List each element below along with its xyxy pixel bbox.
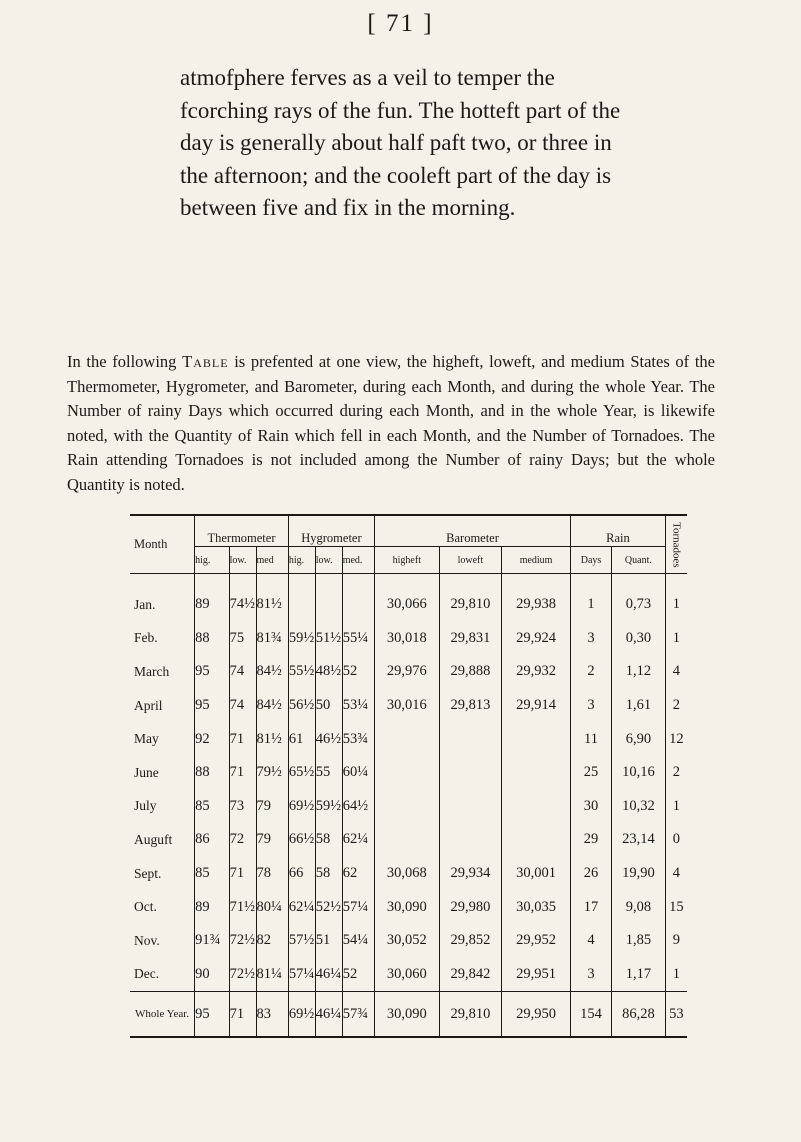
cell-hl: 46¼	[315, 958, 342, 992]
cell-hl: 46¼	[315, 992, 342, 1038]
cell-bm: 29,951	[502, 958, 571, 992]
cell-quant: 9,08	[611, 890, 665, 924]
cell-torn: 1	[672, 797, 681, 814]
cell-hl	[315, 588, 342, 622]
month-header: Month	[130, 515, 195, 574]
month-cell: Sept.	[130, 857, 195, 891]
therm-med-header: med	[256, 547, 288, 574]
cell-tm: 82	[256, 924, 288, 958]
cell-days: 11	[571, 722, 612, 756]
cell-th: 86	[195, 823, 229, 857]
cell-quant: 0,30	[611, 622, 665, 656]
month-cell: Whole Year.	[130, 992, 195, 1038]
cell-hh: 69½	[288, 790, 315, 824]
cell-bl	[439, 823, 501, 857]
cell-th: 95	[195, 992, 229, 1038]
cell-bl: 29,852	[439, 924, 501, 958]
cell-tm: 79½	[256, 756, 288, 790]
cell-th: 85	[195, 857, 229, 891]
cell-tl: 71	[229, 992, 256, 1038]
whole-year-row	[130, 992, 687, 1038]
month-cell: Oct.	[130, 890, 195, 924]
cell-bh	[375, 790, 440, 824]
cell-days: 3	[571, 958, 612, 992]
cell-tm: 81½	[256, 588, 288, 622]
rain-days-header: Days	[571, 547, 612, 574]
cell-quant: 1,85	[611, 924, 665, 958]
cell-hl: 46½	[315, 722, 342, 756]
cell-bh	[375, 756, 440, 790]
cell-hh: 56½	[288, 689, 315, 723]
table-row	[130, 588, 687, 622]
cell-th: 91¾	[195, 924, 229, 958]
cell-bh: 30,090	[375, 992, 440, 1038]
cell-tm: 81¾	[256, 622, 288, 656]
month-cell: Feb.	[130, 622, 195, 656]
paragraph-2-rest: is prefented at one view, the higheft, loweft, and medium States of the Thermometer, Hygrometer, and Barometer, during each Month, and during the whole Year. The Number of rainy Days which occurred during each Month, and in the whole Year, is likewife noted, with the Quantity of Rain which fell in each Month, and the Number of Tornadoes. The Rain attending Tornadoes is not included among the Number of rainy Days; but the whole Quantity is noted.	[67, 352, 715, 494]
cell-torn: 15	[669, 898, 684, 915]
cell-bm: 29,932	[502, 655, 571, 689]
table-sub-header-row	[130, 547, 687, 574]
cell-quant: 6,90	[611, 722, 665, 756]
table-group-header-row	[130, 515, 687, 547]
weather-table-grid	[130, 514, 687, 1038]
cell-hh: 59½	[288, 622, 315, 656]
cell-hh: 62¼	[288, 890, 315, 924]
cell-bh: 30,090	[375, 890, 440, 924]
cell-quant: 10,16	[611, 756, 665, 790]
cell-bm: 29,952	[502, 924, 571, 958]
cell-hh: 57¼	[288, 958, 315, 992]
cell-hm: 62¼	[342, 823, 374, 857]
cell-tm: 79	[256, 823, 288, 857]
cell-tm: 81¼	[256, 958, 288, 992]
cell-hm: 57¾	[342, 992, 374, 1038]
cell-torn: 53	[665, 992, 687, 1038]
rain-header: Rain	[571, 515, 666, 547]
cell-bm	[502, 756, 571, 790]
cell-th: 88	[195, 756, 229, 790]
cell-bl: 29,810	[439, 992, 501, 1038]
cell-hm: 52	[342, 958, 374, 992]
cell-bm: 29,924	[502, 622, 571, 656]
cell-tm: 81½	[256, 722, 288, 756]
cell-quant: 10,32	[611, 790, 665, 824]
cell-hl: 50	[315, 689, 342, 723]
cell-tl: 72	[229, 823, 256, 857]
cell-days: 3	[571, 622, 612, 656]
weather-table	[130, 514, 687, 1034]
cell-hl: 48½	[315, 655, 342, 689]
baro-high-header: higheft	[375, 547, 440, 574]
cell-bh: 30,016	[375, 689, 440, 723]
cell-hm: 53¾	[342, 722, 374, 756]
cell-quant: 19,90	[611, 857, 665, 891]
cell-th: 95	[195, 689, 229, 723]
cell-bm: 29,938	[502, 588, 571, 622]
month-cell: Nov.	[130, 924, 195, 958]
cell-bl: 29,888	[439, 655, 501, 689]
cell-tl: 72½	[229, 958, 256, 992]
month-cell: March	[130, 655, 195, 689]
tornadoes-header: Tornadoes	[665, 515, 687, 574]
table-row	[130, 823, 687, 857]
cell-hm: 52	[342, 655, 374, 689]
cell-bm	[502, 823, 571, 857]
cell-hh: 61	[288, 722, 315, 756]
cell-bl: 29,980	[439, 890, 501, 924]
cell-bh	[375, 722, 440, 756]
cell-days: 4	[571, 924, 612, 958]
cell-tl: 74	[229, 655, 256, 689]
hygrometer-header: Hygrometer	[288, 515, 374, 547]
cell-torn: 4	[672, 663, 681, 680]
cell-bl: 29,934	[439, 857, 501, 891]
table-row	[130, 958, 687, 992]
cell-bm	[502, 790, 571, 824]
paragraph-2-table-word: Table	[182, 352, 229, 371]
rain-quant-header: Quant.	[611, 547, 665, 574]
month-cell: June	[130, 756, 195, 790]
cell-tl: 75	[229, 622, 256, 656]
hyg-high-header: hig.	[288, 547, 315, 574]
cell-th: 95	[195, 655, 229, 689]
cell-tl: 72½	[229, 924, 256, 958]
month-cell: April	[130, 689, 195, 723]
cell-tm: 83	[256, 992, 288, 1038]
month-cell: May	[130, 722, 195, 756]
page-number: [ 71 ]	[367, 10, 434, 37]
cell-bm: 29,950	[502, 992, 571, 1038]
cell-th: 89	[195, 588, 229, 622]
cell-bh: 30,052	[375, 924, 440, 958]
cell-hm: 62	[342, 857, 374, 891]
month-cell: Jan.	[130, 588, 195, 622]
cell-tl: 71	[229, 722, 256, 756]
cell-bm: 29,914	[502, 689, 571, 723]
cell-th: 92	[195, 722, 229, 756]
cell-bm: 30,001	[502, 857, 571, 891]
table-row	[130, 756, 687, 790]
cell-days: 3	[571, 689, 612, 723]
table-row	[130, 790, 687, 824]
table-row	[130, 655, 687, 689]
cell-torn: 0	[672, 831, 681, 848]
month-cell: July	[130, 790, 195, 824]
cell-torn: 9	[672, 932, 681, 949]
cell-bl	[439, 722, 501, 756]
cell-th: 85	[195, 790, 229, 824]
cell-bm: 30,035	[502, 890, 571, 924]
table-row	[130, 689, 687, 723]
cell-bl: 29,810	[439, 588, 501, 622]
cell-hh: 57½	[288, 924, 315, 958]
cell-hl: 58	[315, 857, 342, 891]
cell-th: 88	[195, 622, 229, 656]
cell-bl	[439, 756, 501, 790]
hyg-low-header: low.	[315, 547, 342, 574]
cell-torn: 2	[672, 764, 681, 781]
hyg-med-header: med.	[342, 547, 374, 574]
cell-days: 29	[571, 823, 612, 857]
therm-low-header: low.	[229, 547, 256, 574]
table-spacer-row	[130, 574, 687, 589]
cell-tm: 80¼	[256, 890, 288, 924]
cell-bh	[375, 823, 440, 857]
paragraph-2-lead: In the following	[67, 352, 183, 371]
cell-tl: 71½	[229, 890, 256, 924]
cell-bl	[439, 790, 501, 824]
cell-bh: 30,066	[375, 588, 440, 622]
cell-bh: 30,068	[375, 857, 440, 891]
cell-torn: 1	[672, 629, 681, 646]
cell-hh: 66	[288, 857, 315, 891]
cell-days: 26	[571, 857, 612, 891]
table-row	[130, 924, 687, 958]
cell-days: 2	[571, 655, 612, 689]
cell-torn: 1	[672, 596, 681, 613]
baro-med-header: medium	[502, 547, 571, 574]
cell-hh: 55½	[288, 655, 315, 689]
cell-quant: 1,61	[611, 689, 665, 723]
cell-torn: 1	[672, 965, 681, 982]
cell-tl: 74	[229, 689, 256, 723]
cell-days: 154	[571, 992, 612, 1038]
cell-bm	[502, 722, 571, 756]
cell-bl: 29,831	[439, 622, 501, 656]
cell-hl: 51	[315, 924, 342, 958]
cell-days: 1	[571, 588, 612, 622]
barometer-header: Barometer	[375, 515, 571, 547]
cell-hm: 64½	[342, 790, 374, 824]
month-cell: Auguft	[130, 823, 195, 857]
cell-quant: 0,73	[611, 588, 665, 622]
cell-days: 30	[571, 790, 612, 824]
cell-bh: 29,976	[375, 655, 440, 689]
paragraph-1: atmofphere ferves as a veil to temper the fcorching rays of the fun. The hotteft part of the day is generally about half paft two, or three in the afternoon; and the cooleft part of the day is between five and fix in the morning.	[180, 65, 621, 220]
cell-tm: 84½	[256, 655, 288, 689]
table-body	[130, 588, 687, 1037]
cell-torn: 2	[672, 697, 681, 714]
cell-th: 89	[195, 890, 229, 924]
cell-tl: 71	[229, 756, 256, 790]
cell-days: 25	[571, 756, 612, 790]
cell-hm: 57¼	[342, 890, 374, 924]
cell-hh: 66½	[288, 823, 315, 857]
cell-tm: 84½	[256, 689, 288, 723]
thermometer-header: Thermometer	[195, 515, 289, 547]
table-row	[130, 722, 687, 756]
cell-tm: 78	[256, 857, 288, 891]
cell-hm: 55¼	[342, 622, 374, 656]
baro-low-header: loweft	[439, 547, 501, 574]
cell-tl: 71	[229, 857, 256, 891]
cell-hh	[288, 588, 315, 622]
cell-torn: 12	[669, 730, 684, 747]
cell-quant: 1,17	[611, 958, 665, 992]
cell-tl: 73	[229, 790, 256, 824]
cell-hl: 52½	[315, 890, 342, 924]
cell-hl: 51½	[315, 622, 342, 656]
cell-quant: 1,12	[611, 655, 665, 689]
cell-bl: 29,813	[439, 689, 501, 723]
cell-torn: 4	[672, 865, 681, 882]
cell-hm	[342, 588, 374, 622]
month-cell: Dec.	[130, 958, 195, 992]
cell-bl: 29,842	[439, 958, 501, 992]
cell-hm: 54¼	[342, 924, 374, 958]
cell-quant: 23,14	[611, 823, 665, 857]
cell-days: 17	[571, 890, 612, 924]
cell-hm: 60¼	[342, 756, 374, 790]
cell-hm: 53¼	[342, 689, 374, 723]
therm-high-header: hig.	[195, 547, 229, 574]
cell-hl: 59½	[315, 790, 342, 824]
cell-bh: 30,060	[375, 958, 440, 992]
cell-hh: 65½	[288, 756, 315, 790]
table-row	[130, 890, 687, 924]
cell-quant: 86,28	[611, 992, 665, 1038]
cell-tl: 74½	[229, 588, 256, 622]
table-row	[130, 622, 687, 656]
cell-hh: 69½	[288, 992, 315, 1038]
cell-hl: 58	[315, 823, 342, 857]
cell-hl: 55	[315, 756, 342, 790]
cell-tm: 79	[256, 790, 288, 824]
table-row	[130, 857, 687, 891]
paragraph-2	[67, 350, 715, 497]
cell-th: 90	[195, 958, 229, 992]
cell-bh: 30,018	[375, 622, 440, 656]
